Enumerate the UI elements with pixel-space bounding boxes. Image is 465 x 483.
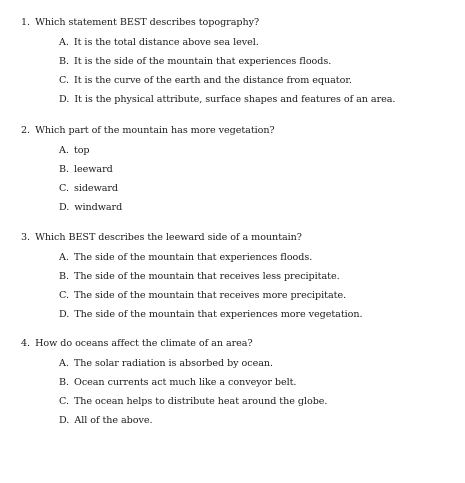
option-text: top	[73, 145, 90, 156]
option-letter: B.	[59, 164, 69, 175]
option-text: It is the curve of the earth and the distance from equator.	[73, 75, 352, 86]
question-3-option-d	[59, 309, 363, 320]
question-1-option-c	[59, 75, 352, 86]
option-letter: C.	[59, 290, 69, 301]
question-number: 2.	[21, 125, 31, 136]
option-text: leeward	[74, 164, 113, 175]
option-letter: B.	[59, 271, 69, 282]
question-1-line	[21, 17, 259, 28]
option-letter: C.	[59, 75, 69, 86]
question-3-option-a	[59, 252, 312, 263]
question-number: 3.	[21, 232, 31, 243]
option-letter: D.	[59, 94, 70, 105]
option-text: sideward	[73, 183, 119, 194]
option-letter: D.	[59, 202, 70, 213]
question-1-option-b	[59, 56, 331, 67]
option-letter: B.	[59, 377, 69, 388]
question-1-option-a	[59, 37, 259, 48]
option-text: It is the side of the mountain that experiences floods.	[74, 56, 332, 67]
option-text: The side of the mountain that experiences more vegetation.	[74, 309, 363, 320]
option-text: The ocean helps to distribute heat around the globe.	[73, 396, 328, 407]
option-text: The side of the mountain that experiences floods.	[73, 252, 313, 263]
question-2-option-c	[59, 183, 118, 194]
question-text: Which BEST describes the leeward side of a mountain?	[35, 232, 302, 243]
question-4-option-b	[59, 377, 296, 388]
question-text: How do oceans affect the climate of an area?	[35, 338, 253, 349]
question-2-option-d	[59, 202, 122, 213]
option-letter: D.	[59, 415, 70, 426]
option-text: The side of the mountain that receives less precipitate.	[74, 271, 340, 282]
option-text: It is the physical attribute, surface shapes and features of an area.	[74, 94, 396, 105]
question-number: 1.	[21, 17, 31, 28]
question-2-option-a	[59, 145, 90, 156]
option-text: The side of the mountain that receives more precipitate.	[73, 290, 347, 301]
option-text: The solar radiation is absorbed by ocean.	[73, 358, 274, 369]
option-letter: A.	[59, 252, 69, 263]
option-letter: A.	[59, 358, 69, 369]
option-letter: B.	[59, 56, 69, 67]
question-2-option-b	[59, 164, 113, 175]
option-letter: C.	[59, 183, 69, 194]
question-4-option-c	[59, 396, 327, 407]
question-2-line	[21, 125, 275, 136]
question-text: Which part of the mountain has more vegetation?	[35, 125, 275, 136]
question-4-option-a	[59, 358, 273, 369]
question-1-option-d	[59, 94, 395, 105]
option-letter: D.	[59, 309, 70, 320]
option-text: Ocean currents act much like a conveyor belt.	[74, 377, 297, 388]
question-3-option-b	[59, 271, 340, 282]
question-4-option-d	[59, 415, 153, 426]
option-text: windward	[74, 202, 123, 213]
question-3-line	[21, 232, 302, 243]
option-letter: A.	[59, 145, 69, 156]
option-text: It is the total distance above sea level.	[73, 37, 259, 48]
option-letter: A.	[59, 37, 69, 48]
question-3-option-c	[59, 290, 346, 301]
option-text: All of the above.	[74, 415, 153, 426]
question-number: 4.	[21, 338, 31, 349]
question-4-line	[21, 338, 253, 349]
question-text: Which statement BEST describes topography?	[35, 17, 260, 28]
option-letter: C.	[59, 396, 69, 407]
